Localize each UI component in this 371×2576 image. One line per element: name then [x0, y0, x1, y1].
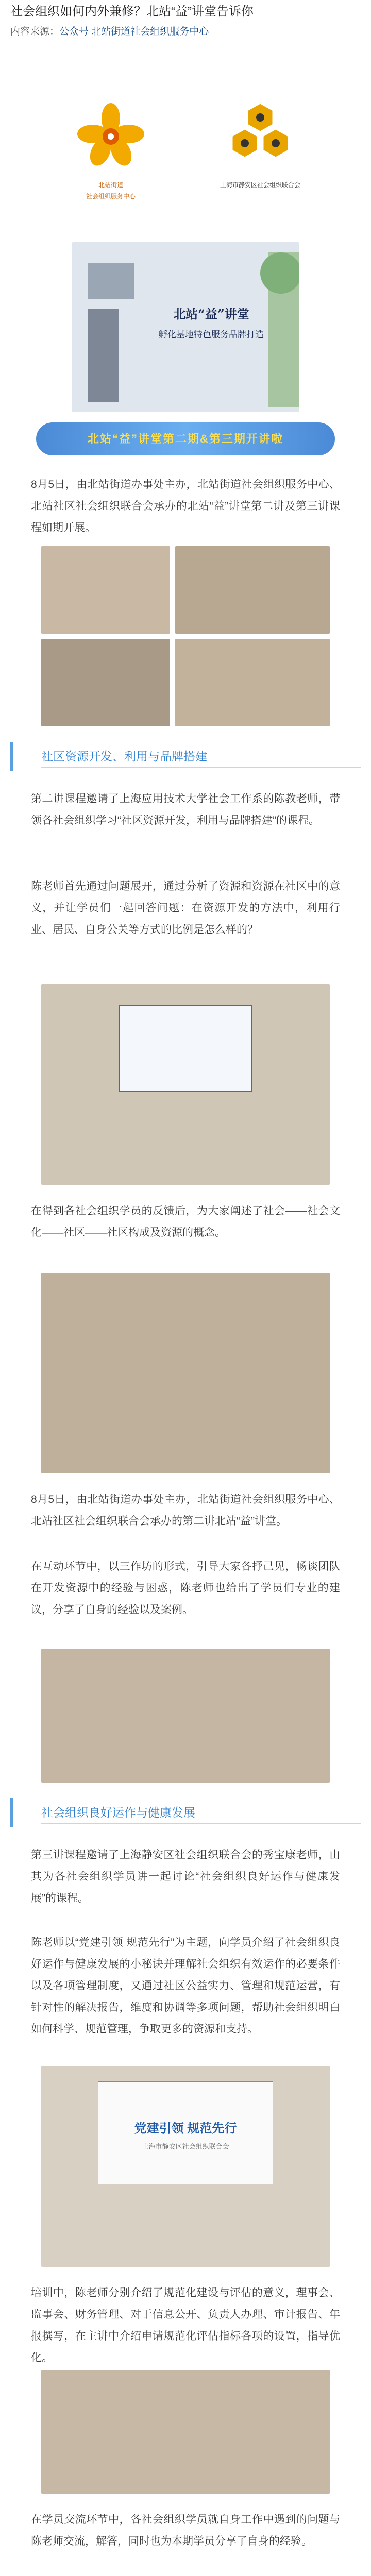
photo-classroom-4: [175, 639, 330, 726]
event-image-title: 北站“益”讲堂: [173, 307, 249, 321]
federation-logo: [211, 98, 309, 216]
section-1-label: 社区资源开发、利用与品牌搭建: [41, 750, 207, 763]
paragraph-8: 陈老师以“党建引领 规范先行”为主题，向学员介绍了社会组织良好运作与健康发展的小秘诀并理解社会组织有效运作的必要条件以及各项管理制度，又通过社区公益实力、管理和规范运营，有针对性的解决报告，维度和协调等多项问题，帮助社会组织明白如何科学、规范管理，争取更多的资源和支持。: [31, 1937, 340, 2035]
section-bar: [10, 1798, 13, 1827]
source-label: 内容来源：: [10, 26, 60, 37]
paragraph-4: 在得到各社会组织学员的反馈后，为大家阐述了社会——社会文化——社区——社区构成及资源的概念。: [31, 1205, 340, 1239]
paragraph-9: 培训中，陈老师分别介绍了规范化建设与评估的意义，理事会、监事会、财务管理、对于信息公开、负责人办理、审计报告、年报撰写，在主讲中介绍申请规范化评估指标各项的设置，指导优化。: [31, 2287, 340, 2364]
hexagon-logo-icon: [219, 98, 301, 175]
photo-group-discussion-2: [41, 1649, 330, 1783]
photo-classroom-2: [175, 546, 330, 634]
paragraph-1: 8月5日，由北站街道办事处主办，北站街道社会组织服务中心、北站社区社会组织联合会承办的北站“益”讲堂第二讲及第三讲课程如期开展。: [31, 479, 340, 534]
photo-qa-session: [41, 2370, 330, 2494]
paragraph-3: 陈老师首先通过问题展开，通过分析了资源和资源在社区中的意义，并让学员们一起回答问题：在资源开发的方法中，利用行业、居民、自身公关等方式的比例是怎么样的？: [31, 880, 340, 936]
photo-classroom-1: [41, 546, 170, 634]
logo-left-caption-2: 社会组织服务中心: [86, 193, 136, 200]
article-title: 社会组织如何内外兼修？北站“益”讲堂告诉你: [10, 5, 254, 19]
flower-logo-icon: [72, 98, 149, 175]
paragraph-5: 8月5日，由北站街道办事处主办，北站街道社会组织服务中心、北站社区社会组织联合会承办的第二讲北站“益”讲堂。: [31, 1494, 340, 1527]
section-divider: [41, 767, 361, 768]
section-divider: [41, 1823, 361, 1824]
paragraph-2: 第二讲课程邀请了上海应用技术大学社会工作系的陈教老师，带领各社会组织学习“社区资源开发，利用与品牌搭建”的课程。: [31, 793, 340, 826]
logo-group: [21, 93, 350, 227]
service-center-logo: [67, 98, 155, 216]
paragraph-6: 在互动环节中，以三作坊的形式，引导大家各抒己见，畅谈团队在开发资源中的经验与困惑，陈老师也给出了学员们专业的建议，分享了自身的经验以及案例。: [31, 1561, 340, 1616]
photo-lecture-slide: [41, 984, 330, 1185]
photo-slide-party-building: [41, 2066, 330, 2267]
section-heading-1: [10, 742, 361, 771]
logo-left-caption-1: 北站街道: [98, 181, 123, 189]
paragraph-10: 在学员交流环节中，各社会组织学员就自身工作中遇到的问题与陈老师交流，解答，同时也为本期学员分享了自身的经验。: [31, 2514, 340, 2547]
section-bar: [10, 742, 13, 771]
article-source: [10, 24, 209, 38]
event-image-subtitle: 孵化基地特色服务品牌打造: [159, 330, 264, 340]
paragraph-7: 第三讲课程邀请了上海静安区社会组织联合会的秀宝康老师，由其为各社会组织学员讲一起讨论“社会组织良好运作与健康发展”的课程。: [31, 1849, 340, 1904]
photo-classroom-3: [41, 639, 170, 726]
section-heading-2: [10, 1798, 361, 1827]
section-2-label: 社会组织良好运作与健康发展: [41, 1806, 195, 1819]
logo-right-caption: 上海市静安区社会组织联合会: [220, 181, 300, 189]
session-banner: 北站“益”讲堂第二期&第三期开讲啦: [36, 422, 335, 455]
slide-subtitle: 上海市静安区社会组织联合会: [142, 2143, 229, 2150]
photo-group-discussion-1: [41, 1273, 330, 1473]
event-poster-image: [72, 242, 299, 412]
slide-title: 党建引领 规范先行: [134, 2122, 237, 2136]
source-link[interactable]: 公众号 北站街道社会组织服务中心: [59, 26, 209, 37]
